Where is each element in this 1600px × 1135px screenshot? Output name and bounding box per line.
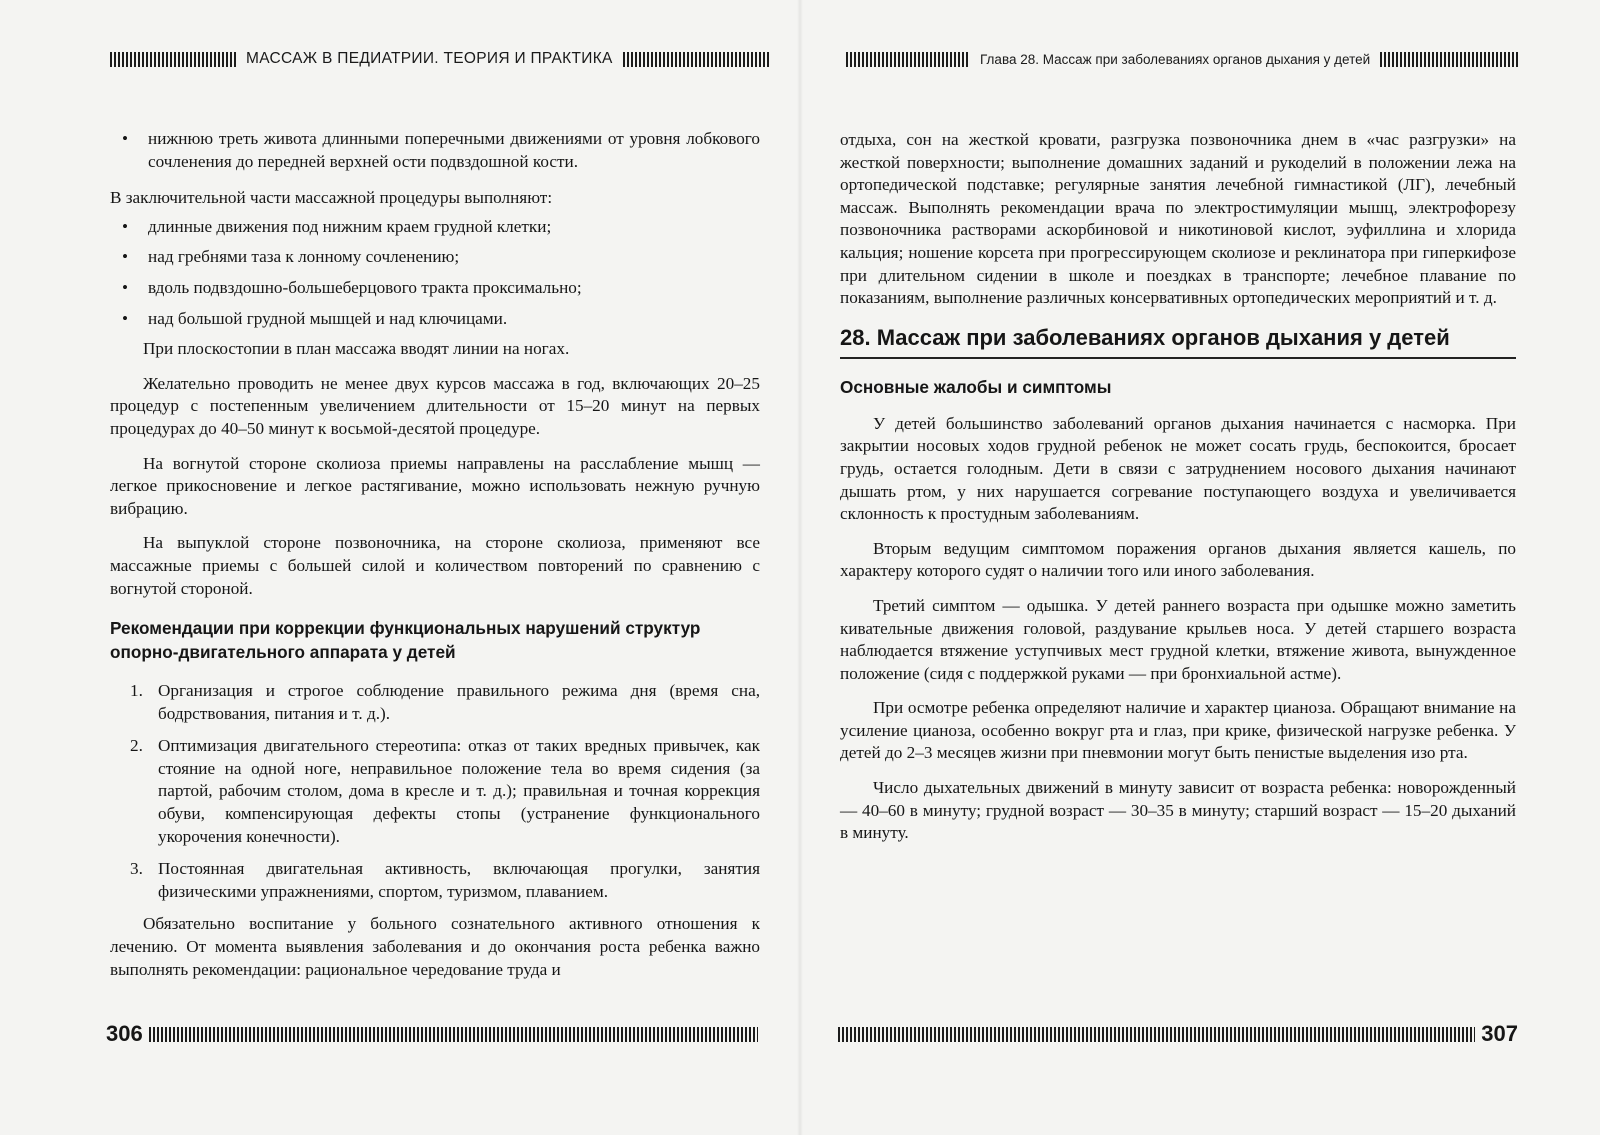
final-part-bullet-list xyxy=(110,216,760,330)
paragraph: При осмотре ребенка определяют наличие и характер цианоза. Обращают внимание на усиление цианоза, особенно вокруг рта и глаз, при крике, физической нагрузке ребенка. У детей до 2–3 месяцев жизни при пневмонии могут быть пенистые выделения изо рта. xyxy=(840,698,1516,763)
list-number: 1. xyxy=(130,681,143,701)
paragraph: отдыха, сон на жесткой кровати, разгрузка позвоночника днем в «час разгрузки» на жесткой поверхности; выполнение домашних заданий и рукоделий в положении лежа на ортопедической подставке; регулярные занятия лечебной гимнастикой (ЛГ), лечебный массаж. Выполнять рекомендации врача по электростимуляции мышц, электрофорезу позвоночника растворами аскорбиновой и никотиновой кислот, эуфиллина и хлорида кальция; ношение корсета при прогрессирующем сколиозе и реклинатора при гиперкифозе при длительном сидении в школе и поездках в транспорте; лечебное плавание по показаниям, выполнение различных консервативных ортопедических мероприятий и т. д. xyxy=(840,130,1516,308)
list-item xyxy=(110,735,760,848)
paragraph: На вогнутой стороне сколиоза приемы направлены на расслабление мышц — легкое прикосновение и легкое растягивание, можно использовать нежную ручную вибрацию. xyxy=(110,453,760,518)
header-rule-left xyxy=(846,52,970,67)
paragraph: Третий симптом — одышка. У детей раннего возраста при одышке можно заметить кивательные движения головой, раздувание крыльев носа. У детей старшего возраста наблюдается втяжение уступчивых мест грудной клетки, втяжение живота, вынужденное положение (сидя с поддержкой руками — при бронхиальной астме). xyxy=(840,595,1516,683)
final-part-intro: В заключительной части массажной процедуры выполняют: xyxy=(110,188,553,208)
header-rule-right xyxy=(1380,52,1520,67)
list-item: • над большой грудной мышцей и над ключицами. xyxy=(110,308,760,331)
list-item: • длинные движения под нижним краем грудной клетки; xyxy=(110,216,760,239)
header-rule-right xyxy=(623,52,770,67)
paragraph: Число дыхательных движений в минуту зависит от возраста ребенка: новорожденный — 40–60 в минуту; грудной возраст — 30–35 в минуту; старший возраст — 15–20 дыханий в минуту. xyxy=(840,778,1516,843)
paragraph: На выпуклой стороне позвоночника, на стороне сколиоза, применяют все массажные приемы с большей силой и количеством повторений по сравнению с вогнутой стороной. xyxy=(110,533,760,598)
list-number: 3. xyxy=(130,859,143,879)
paragraph: Желательно проводить не менее двух курсов массажа в год, включающих 20–25 процедур с постепенным увеличением длительности от 15–20 минут на первых процедурах до 40–50 минут к восьмой-десятой процедуре. xyxy=(110,373,760,438)
left-text-column xyxy=(110,128,760,981)
paragraph: Вторым ведущим симптомом поражения органов дыхания является кашель, по характеру которого судят о наличии того или иного заболевания. xyxy=(840,538,1516,581)
list-item-text: Организация и строгое соблюдение правильного режима дня (время сна, бодрствования, питания и т. д.). xyxy=(158,681,760,723)
running-header-right xyxy=(846,48,1520,70)
paragraph: При плоскостопии в план массажа вводят линии на ногах. xyxy=(143,339,570,359)
footer-rule xyxy=(838,1027,1475,1042)
subheading: Рекомендации при коррекции функциональных нарушений структур опорно-двигательного аппарата у детей xyxy=(110,618,701,663)
running-header-title: Глава 28. Массаж при заболеваниях органов дыхания у детей xyxy=(980,51,1371,67)
right-page xyxy=(800,0,1600,1135)
page-number: 307 xyxy=(1481,1021,1518,1046)
bullet-list-top xyxy=(110,128,760,173)
paragraph: Обязательно воспитание у больного сознательного активного отношения к лечению. От момента выявления заболевания и до окончания роста ребенка важно выполнять рекомендации: рациональное чередование труда и xyxy=(110,914,760,979)
list-number: 2. xyxy=(130,736,143,756)
list-item: • вдоль подвздошно-большеберцового тракта проксимально; xyxy=(110,277,760,300)
numbered-list xyxy=(110,680,760,903)
list-item: • нижнюю треть живота длинными поперечными движениями от уровня лобкового сочленения до передней верхней ости подвздошной кости. xyxy=(110,128,760,173)
list-item: • над гребнями таза к лонному сочленению; xyxy=(110,246,760,269)
paragraph: У детей большинство заболеваний органов дыхания начинается с насморка. При закрытии носовых ходов грудной ребенок не может сосать грудь, беспокоится, бросает грудь, остается голодным. Дети в связи с затруднением носового дыхания начинают дышать ртом, у них нарушается согревание поступающего воздуха и увеличивается склонность к простудным заболеваниям. xyxy=(840,413,1516,524)
subheading: Основные жалобы и симптомы xyxy=(840,376,1112,397)
running-header-left xyxy=(110,48,770,70)
page-number: 306 xyxy=(106,1021,143,1046)
list-item-text: Оптимизация двигательного стереотипа: отказ от таких вредных привычек, как стояние на одной ноге, неправильное положение тела во время сидения (за партой, рабочим столом, дома в кресле и т. д.); правильная и точная коррекция обуви, компенсирующая дефекты стопы (устранение функционального укорочения конечности). xyxy=(158,736,760,846)
header-rule-left xyxy=(110,52,236,67)
list-item-text: Постоянная двигательная активность, включающая прогулки, занятия физическими упражнениями, спортом, туризмом, плаванием. xyxy=(158,859,760,901)
right-text-column xyxy=(840,129,1516,845)
footer-rule xyxy=(149,1027,758,1042)
list-item xyxy=(110,858,760,903)
footer-right xyxy=(838,1018,1518,1050)
section-heading: 28. Массаж при заболеваниях органов дыхания у детей xyxy=(840,324,1516,359)
footer-left xyxy=(106,1018,758,1050)
running-header-title: МАССАЖ В ПЕДИАТРИИ. ТЕОРИЯ И ПРАКТИКА xyxy=(246,50,613,67)
list-item xyxy=(110,680,760,725)
